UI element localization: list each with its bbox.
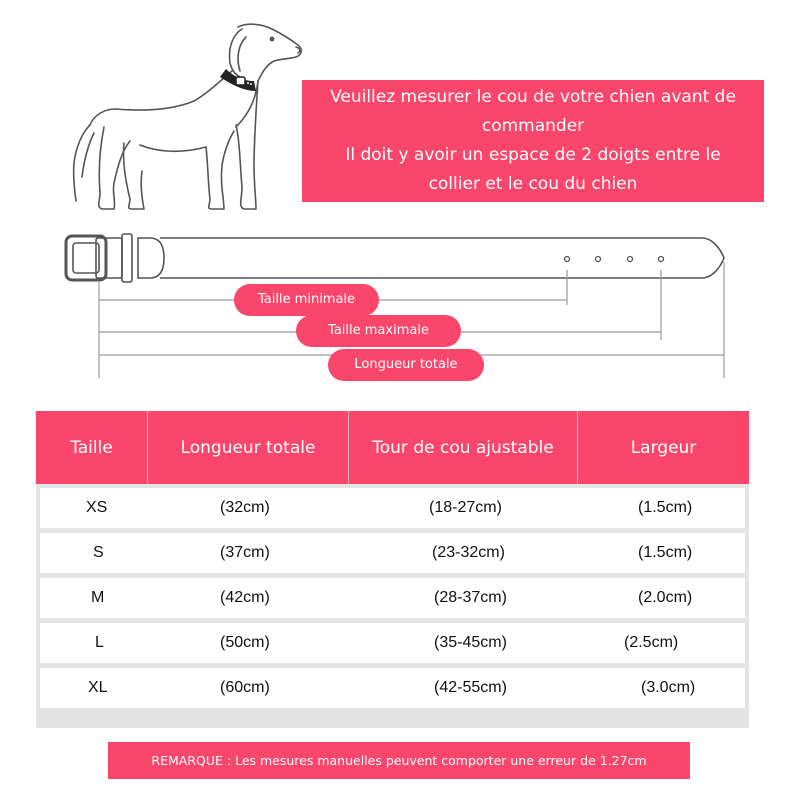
table-row [40,623,745,663]
measurement-note: REMARQUE : Les mesures manuelles peuvent comporter une erreur de 1.27cm [108,742,690,779]
header-largeur: Largeur [630,437,697,458]
instruction-line-2: commander [481,116,585,136]
cell-width: (1.5cm) [638,499,693,516]
size-table [36,411,749,728]
cell-length: (60cm) [220,679,270,696]
table-row [40,488,745,528]
dog-illustration [60,15,310,225]
cell-neck: (18-27cm) [429,499,502,516]
table-header [36,411,749,484]
instruction-banner [302,80,764,202]
cell-length: (32cm) [220,499,270,516]
collar-on-dog-icon [220,69,256,91]
cell-neck: (23-32cm) [432,544,505,561]
cell-width: (2.5cm) [624,634,679,651]
table-row [40,668,745,708]
cell-size: L [95,634,104,651]
collar-measurement-diagram [0,225,800,385]
cell-length: (50cm) [220,634,270,651]
cell-neck: (42-55cm) [434,679,507,696]
header-taille: Taille [36,411,148,484]
table-row [40,533,745,573]
header-tour-de-cou: Tour de cou ajustable [349,411,578,484]
cell-size: XL [88,679,108,696]
cell-width: (3.0cm) [641,679,696,696]
instruction-line-4: collier et le cou du chien [428,174,638,194]
label-taille-minimale: Taille minimale [234,284,379,316]
cell-length: (37cm) [220,544,270,561]
cell-size: M [91,589,105,606]
label-taille-maximale: Taille maximale [296,315,461,347]
cell-neck: (28-37cm) [434,589,507,606]
cell-size: XS [86,499,108,516]
cell-neck: (35-45cm) [434,634,507,651]
cell-size: S [93,544,104,561]
cell-length: (42cm) [220,589,270,606]
cell-width: (1.5cm) [638,544,693,561]
header-longueur-totale: Longueur totale [148,411,349,484]
instruction-line-1: Veuillez mesurer le cou de votre chien avant de [330,87,736,107]
label-longueur-totale: Longueur totale [328,349,484,381]
table-row [40,578,745,618]
cell-width: (2.0cm) [638,589,693,606]
instruction-line-3: Il doit y avoir un espace de 2 doigts entre le [345,145,721,165]
